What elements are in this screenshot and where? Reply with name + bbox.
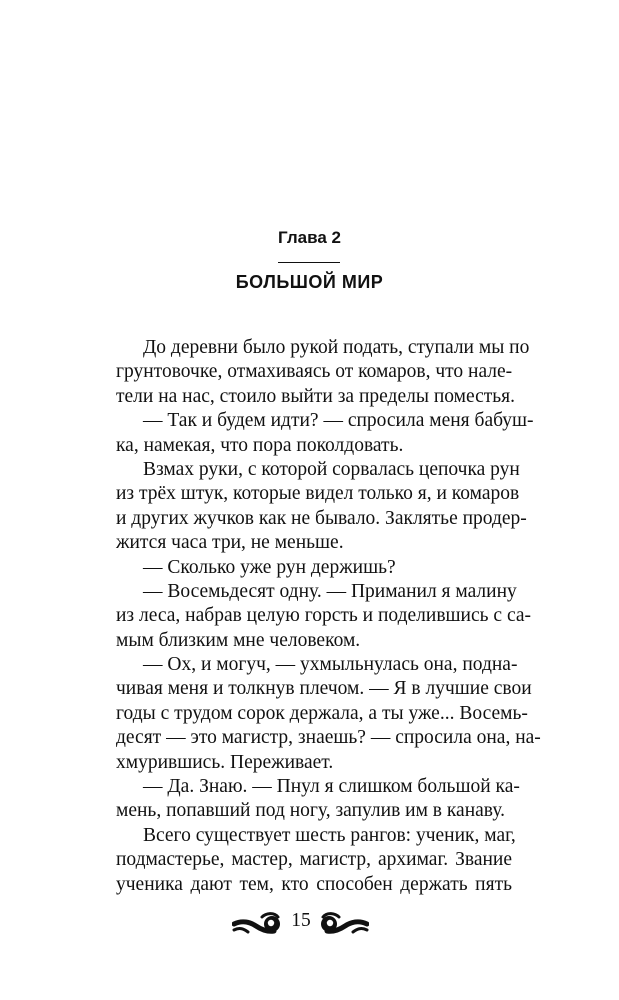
chapter-label: Глава 2 — [278, 228, 341, 247]
text-line: хмурившись. Переживает. — [116, 751, 334, 773]
text-line: подмастерье, мастер, магистр, архимаг. Звание — [116, 849, 512, 871]
chapter-divider — [278, 262, 340, 263]
scroll-flourish-right-icon — [319, 911, 369, 946]
text-line: Взмах руки, с которой сорвалась цепочка рун — [143, 458, 520, 480]
body-text — [116, 336, 541, 897]
text-line: грунтовочке, отмахиваясь от комаров, что нале- — [116, 361, 513, 383]
text-line: из трёх штук, которые видел только я, и комаров — [116, 483, 520, 505]
text-line: До деревни было рукой подать, ступали мы по — [143, 337, 530, 358]
text-line: — Сколько уже рун держишь? — [143, 556, 396, 578]
text-line: — Восемьдесят одну. — Приманил я малину — [143, 580, 517, 602]
text-line: — Да. Знаю. — Пнул я слишком большой ка- — [143, 776, 520, 798]
page-number: 15 — [291, 910, 311, 931]
page-footer — [0, 908, 619, 944]
scroll-flourish-left-icon — [232, 911, 282, 946]
text-line: мым близким мне человеком. — [116, 629, 361, 651]
chapter-title: БОЛЬШОЙ МИР — [235, 272, 384, 292]
text-line: годы с трудом сорок держала, а ты уже... Восемь- — [116, 702, 528, 724]
text-line: Всего существует шесть рангов: ученик, маг, — [143, 824, 516, 846]
text-line: и других жучков как не бывало. Заклятье продер- — [116, 507, 527, 529]
text-line: — Ох, и могуч, — ухмыльнулась она, подна- — [143, 654, 518, 676]
text-line: — Так и будем идти? — спросила меня бабуш- — [143, 410, 534, 432]
text-line: мень, попавший под ногу, запулив им в канаву. — [116, 800, 506, 822]
text-line: жится часа три, не меньше. — [116, 532, 344, 554]
text-line: тели на нас, стоило выйти за пределы поместья. — [116, 385, 516, 407]
text-line: ученика дают тем, кто способен держать пять — [116, 873, 512, 895]
text-line: десят — это магистр, знаешь? — спросила она, на- — [116, 727, 541, 749]
text-line: чивая меня и толкнув плечом. — Я в лучшие свои — [116, 678, 532, 700]
text-line: из леса, набрав целую горсть и поделившись с са- — [116, 605, 531, 627]
text-line: ка, намекая, что пора поколдовать. — [116, 434, 404, 456]
